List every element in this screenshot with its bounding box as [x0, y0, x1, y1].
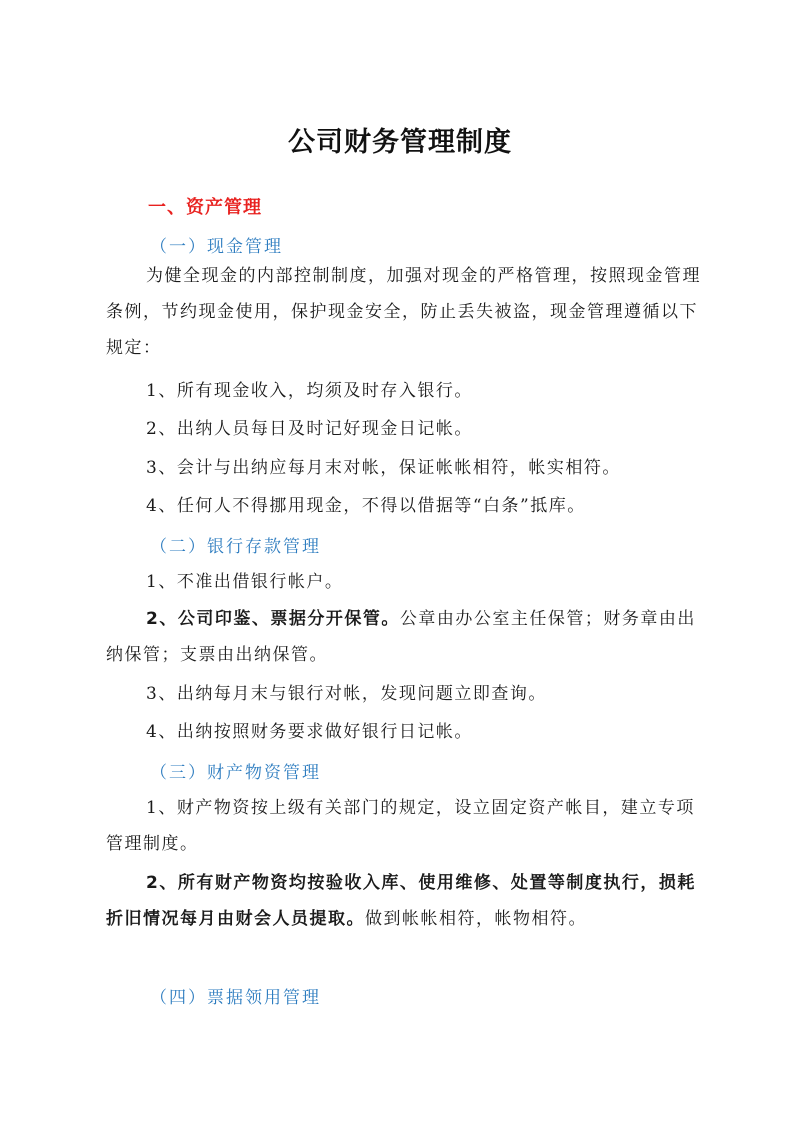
list-item-cash-2: 2、出纳人员每日及时记好现金日记帐。: [146, 419, 473, 439]
list-item-bank-2-rest: 公章由办公室主任保管；财务章由出纳保管；支票由出纳保管。: [106, 609, 696, 665]
section-heading-asset-management: 一、资产管理: [148, 197, 262, 218]
list-item-property-2-rest: 做到帐帐相符，帐物相符。: [365, 909, 587, 929]
paragraph-cash-intro: 为健全现金的内部控制制度，加强对现金的严格管理，按照现金管理条例，节约现金使用，保护现金安全，防止丢失被盗，现金管理遵循以下规定：: [106, 266, 701, 358]
list-item-cash-1: 1、所有现金收入，均须及时存入银行。: [146, 381, 473, 401]
list-item-bank-2-bold: 2、公司印鉴、票据分开保管。: [146, 609, 400, 629]
subsection-heading-property: （三）财产物资管理: [150, 763, 321, 783]
list-item-cash-3: 3、会计与出纳应每月末对帐，保证帐帐相符，帐实相符。: [146, 458, 621, 478]
document-title: 公司财务管理制度: [288, 127, 512, 158]
list-item-cash-4: 4、任何人不得挪用现金，不得以借据等“白条”抵库。: [146, 496, 586, 516]
list-item-bank-4: 4、出纳按照财务要求做好银行日记帐。: [146, 722, 473, 742]
list-item-property-2-bold: 2、所有财产物资均按验收入库、使用维修、处置等制度执行，损耗折旧情况每月由财会人员提取。: [106, 873, 696, 929]
list-item-bank-3: 3、出纳每月末与银行对帐，发现问题立即查询。: [146, 684, 547, 704]
subsection-heading-cash: （一）现金管理: [150, 237, 283, 257]
list-item-bank-1: 1、不准出借银行帐户。: [146, 572, 344, 592]
list-item-bank-2: [106, 601, 706, 673]
subsection-heading-bank-deposit: （二）银行存款管理: [150, 537, 321, 557]
subsection-heading-bills: （四）票据领用管理: [150, 988, 321, 1008]
list-item-property-2: [106, 865, 706, 937]
list-item-property-1: 1、财产物资按上级有关部门的规定，设立固定资产帐目，建立专项管理制度。: [106, 798, 695, 854]
